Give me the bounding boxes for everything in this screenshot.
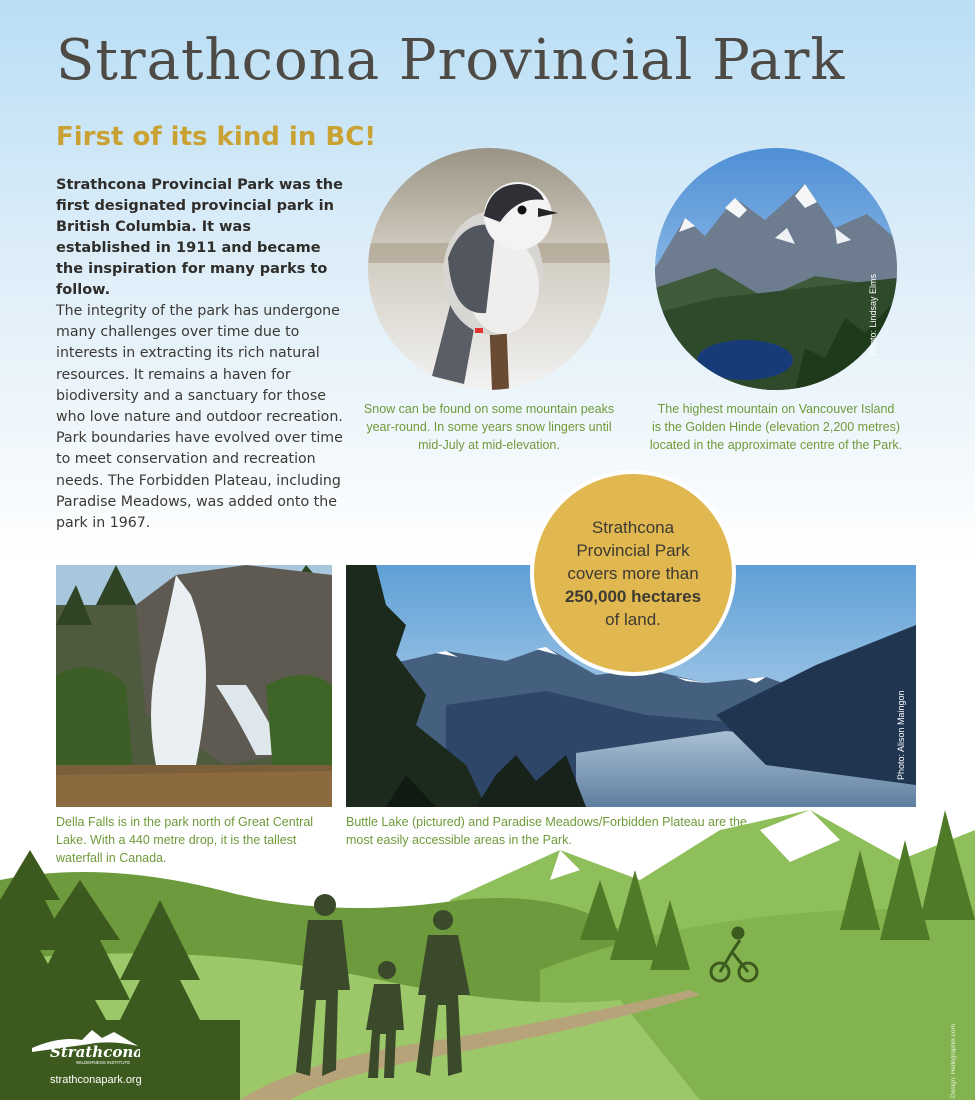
caption-line: is the Golden Hinde (elevation 2,200 metres) [651, 420, 901, 434]
caption-line: Della Falls is in the park north of Great Central [56, 815, 314, 829]
strathcona-wilderness-institute-logo [30, 1022, 140, 1066]
caption-line: Snow can be found on some mountain peaks [363, 402, 615, 416]
caption-line: Buttle Lake (pictured) and Paradise Meadows/Forbidden Plateau are the [346, 815, 747, 829]
badge-line: Strathcona [591, 517, 675, 537]
logo-mountain-icon [30, 1022, 140, 1066]
badge-line: covers more than [567, 563, 699, 583]
golden-hinde-photo [655, 148, 897, 390]
page-subtitle: First of its kind in BC! [56, 122, 377, 152]
caption-line: waterfall in Canada. [56, 851, 167, 865]
logo-wordmark: Strathcona [50, 1043, 140, 1061]
caption-line: The highest mountain on Vancouver Island [657, 402, 895, 416]
mountain-photo-caption [645, 400, 907, 454]
caption-line: Lake. With a 440 metre drop, it is the tallest [56, 833, 297, 847]
della-falls-illustration [56, 565, 332, 807]
mountain-photo-credit: Photo: Lindsay Elms [868, 273, 878, 356]
badge-highlight: 250,000 hectares [564, 586, 702, 606]
caption-line: most easily accessible areas in the Park. [346, 833, 572, 847]
gray-jay-illustration [368, 148, 610, 390]
hiking-landscape-illustration [0, 790, 975, 1100]
caption-line: located in the approximate centre of the Park. [649, 438, 903, 452]
gray-jay-photo [368, 148, 610, 390]
intro-body-paragraph: The integrity of the park has undergone many challenges over time due to interests in extracting its rich natural resources. It remains a haven for biodiversity and a sanctuary for those who love nature and outdoor recreation. Park boundaries have evolved over time to meet conservation and recreation needs. The Forbidden Plateau, including Paradise Meadows, was added onto the park in 1967. [56, 303, 343, 532]
caption-line: mid-July at mid-elevation. [418, 438, 560, 452]
della-falls-photo [56, 565, 332, 807]
caption-line: year-round. In some years snow lingers until [366, 420, 612, 434]
park-area-badge [530, 470, 736, 676]
bird-photo-caption [362, 400, 616, 454]
badge-line: of land. [605, 609, 661, 629]
logo-subtext: WILDERNESS INSTITUTE [76, 1060, 131, 1065]
intro-bold-paragraph: Strathcona Provincial Park was the first designated provincial park in British Columbia. It was established in 1911 and became the inspiration for many parks to follow. [56, 177, 343, 298]
golden-hinde-illustration [655, 148, 897, 390]
page-title: Strathcona Provincial Park [56, 28, 846, 93]
website-url: strathconapark.org [50, 1074, 142, 1086]
badge-line: Provincial Park [576, 540, 690, 560]
lake-photo-credit: Photo: Alison Maingon [896, 690, 906, 780]
design-credit: Design: Hellographix.com [950, 1023, 957, 1098]
